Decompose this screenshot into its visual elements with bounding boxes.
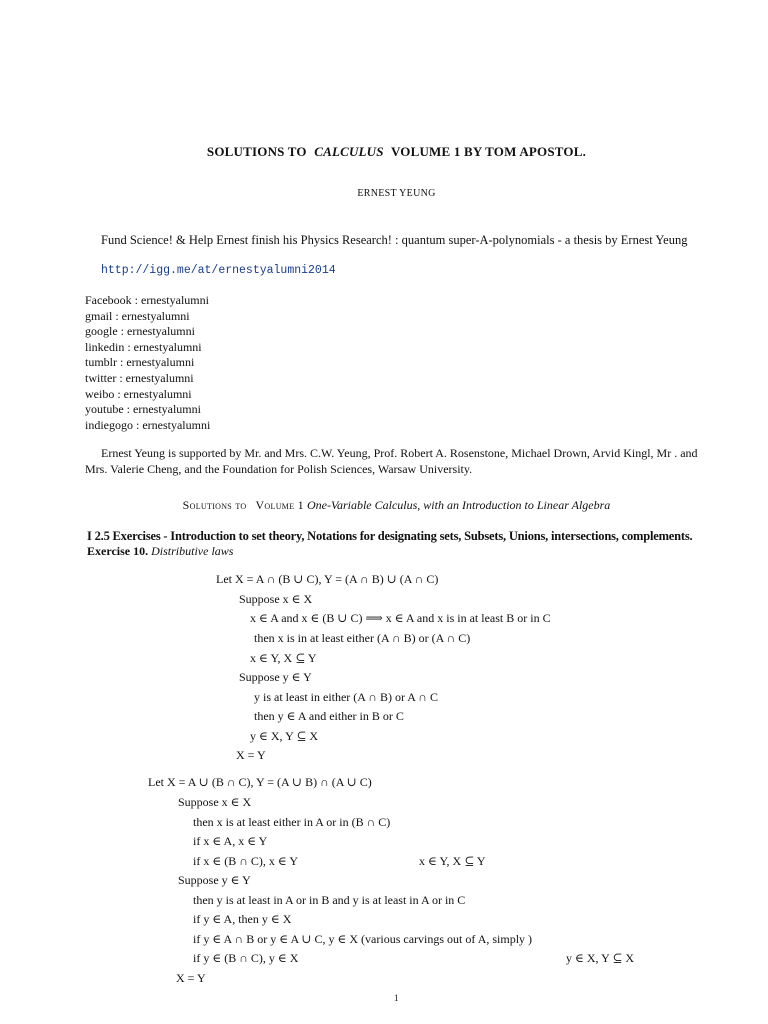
proof1-line: y ∈ X, Y ⊆ X (250, 729, 319, 743)
social-facebook: Facebook : ernestyalumni (85, 293, 209, 307)
section-heading: I 2.5 Exercises - Introduction to set theory, Notations for designating sets, Subsets, Unions, intersections, complements. (87, 529, 693, 543)
proof1-line: Let X = A ∩ (B ∪ C), Y = (A ∩ B) ∪ (A ∩ C) (216, 572, 439, 586)
exercise-heading: Exercise 10. Distributive laws (87, 544, 234, 558)
proof2-line: then y is at least in A or in B and y is at least in A or in C (193, 893, 466, 907)
social-weibo: weibo : ernestyalumni (85, 386, 192, 401)
solutions-subtitle: Solutions to Volume 1 One-Variable Calculus, with an Introduction to Linear Algebra (182, 498, 611, 512)
author-name: ERNEST YEUNG (357, 188, 436, 199)
proof2-line: then x is at least either in A or in (B ∩ C) (193, 815, 391, 829)
proof1-line: Suppose y ∈ Y (239, 670, 312, 684)
document-title: SOLUTIONS TO CALCULUS VOLUME 1 BY TOM APOSTOL. (206, 144, 587, 159)
proof1-line: X = Y (236, 748, 266, 762)
social-tumblr: tumblr : ernestyalumni (85, 355, 195, 370)
fund-science-text: Fund Science! & Help Ernest finish his Physics Research! : quantum super-A-polynomials - a thesis by Ernest Yeung (101, 233, 688, 247)
proof1-line: then x is in at least either (A ∩ B) or (A ∩ C) (254, 631, 471, 645)
proof1-line: x ∈ A and x ∈ (B ∪ C) ⟹ x ∈ A and x is in at least B or in C (250, 611, 551, 625)
social-google: google : ernestyalumni (85, 324, 195, 339)
social-contacts-list (85, 293, 210, 433)
proof1-line: x ∈ Y, X ⊆ Y (250, 651, 317, 665)
proof2-line: Let X = A ∪ (B ∩ C), Y = (A ∪ B) ∩ (A ∪ C) (148, 775, 372, 789)
proof2-line: Suppose x ∈ X (178, 795, 252, 809)
proof1-line: then y ∈ A and either in B or C (254, 709, 404, 723)
proof2-line: if y ∈ A, then y ∈ X (193, 912, 292, 926)
proof2-conclusion: x ∈ Y, X ⊆ Y (419, 854, 486, 868)
proof2-line: if y ∈ A ∩ B or y ∈ A ∪ C, y ∈ X (various carvings out of A, simply ) (193, 932, 533, 946)
social-twitter: twitter : ernestyalumni (85, 370, 194, 385)
social-youtube: youtube : ernestyalumni (85, 402, 201, 417)
proof1-line: Suppose x ∈ X (239, 592, 313, 606)
social-gmail: gmail : ernestyalumni (85, 308, 190, 323)
proof2-line: X = Y (176, 971, 206, 985)
social-linkedin: linkedin : ernestyalumni (85, 339, 202, 354)
page-number: 1 (394, 993, 399, 1003)
support-acknowledgement: Ernest Yeung is supported by Mr. and Mrs. C.W. Yeung, Prof. Robert A. Rosenstone, Michael Drown, Arvid Kingl, Mr . and Mrs. Valerie Cheng, and the Foundation for Polish Sciences, Warsaw University. (85, 446, 698, 476)
proof2-line: if x ∈ A, x ∈ Y (193, 834, 268, 848)
proof2-line: if y ∈ (B ∩ C), y ∈ X (193, 951, 299, 965)
proof2-line: Suppose y ∈ Y (178, 873, 251, 887)
social-indiegogo: indiegogo : ernestyalumni (85, 417, 211, 432)
proof1-line: y is at least in either (A ∩ B) or A ∩ C (254, 690, 438, 704)
proof2-conclusion: y ∈ X, Y ⊆ X (566, 951, 635, 965)
fundraiser-link[interactable]: http://igg.me/at/ernestyalumni2014 (101, 264, 336, 277)
proof2-line: if x ∈ (B ∩ C), x ∈ Y (193, 854, 298, 868)
